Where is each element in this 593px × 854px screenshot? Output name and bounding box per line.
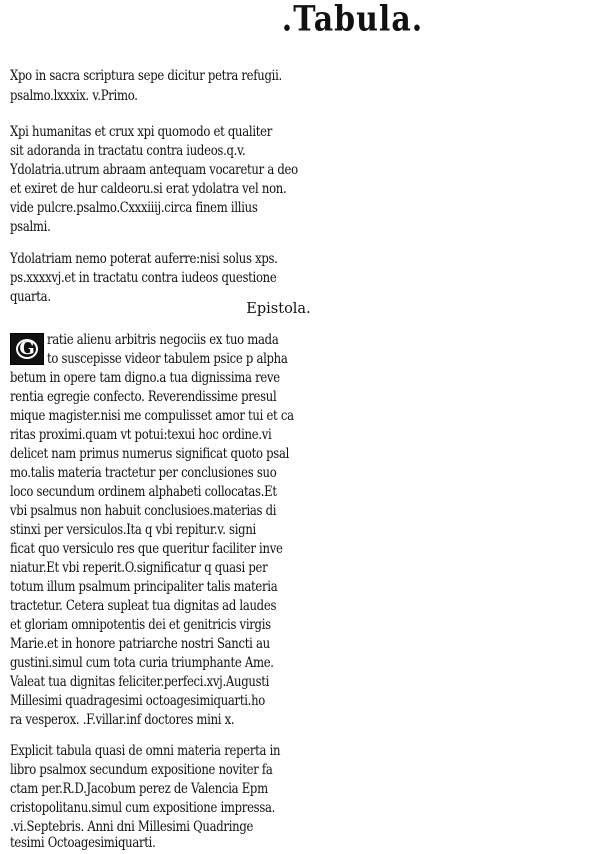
decorated-initial [10,333,44,365]
text-line: vbi psalmus non habuit conclusioes.materias di [10,503,277,519]
text-line: mo.talis materia tractetur per conclusiones suo [10,465,277,481]
text-line: psalmi. [10,219,51,235]
text-line: .vi.Septebris. Anni dni Millesimi Quadringe [10,819,254,835]
text-line: tractetur. Cetera supleat tua dignitas ad laudes [10,598,277,614]
text-line: psalmo.lxxxix. v.Primo. [10,88,138,104]
text-line: gustini.simul cum tota curia triumphante Ame. [10,655,274,671]
text-line: Ydolatria.utrum abraam antequam vocaretur a deo [10,162,298,178]
text-line: ps.xxxxvj.et in tractatu contra iudeos questione [10,270,277,286]
text-line: Marie.et in honore patriarche nostri Sancti au [10,636,270,652]
text-line: mique magister.nisi me compulisset amor tui et ca [10,408,294,424]
text-line: Ydolatriam nemo poterat auferre:nisi solus xps. [10,251,278,267]
text-line: Valeat tua dignitas feliciter.perfeci.xvj.Augusti [10,674,270,690]
text-line: ritas proximi.quam vt potui:texui hoc ordine.vi [10,427,272,443]
text-line: ra vesperox. .F.villar.inf doctores mini x. [10,712,235,728]
text-line: ctam per.R.D.Jacobum perez de Valencia Epm [10,781,268,797]
section-heading: Epistola. [246,301,311,317]
page-title: .Tabula. [281,0,424,40]
text-line: rentia egregie confecto. Reverendissime presul [10,389,277,405]
text-line: vide pulcre.psalmo.Cxxxiiij.circa finem illius [10,200,258,216]
text-line: loco secundum ordinem alphabeti collocatas.Et [10,484,277,500]
text-line: Xpi humanitas et crux xpi quomodo et qualiter [10,124,273,140]
text-line: Explicit tabula quasi de omni materia reperta in [10,743,281,759]
text-line: stinxi per versiculos.Ita q vbi repitur.v. signi [10,522,256,538]
text-line: libro psalmox secundum expositione noviter fa [10,762,273,778]
initial-letter: G [19,338,35,359]
text-line: ratie alienu arbitris negociis ex tuo mada [47,332,279,348]
text-line: Xpo in sacra scriptura sepe dicitur petra refugii. [10,68,282,84]
text-line: tesimi Octoagesimiquarti. [10,835,156,851]
text-line: et exiret de hur caldeoru.si erat ydolatra vel non. [10,181,287,197]
text-line: quarta. [10,289,51,305]
text-line: ficat quo versiculo res que queritur faciliter inve [10,541,283,557]
text-line: cristopolitanu.simul cum expositione impressa. [10,800,276,816]
text-line: totum illum psalmum principaliter talis materia [10,579,278,595]
text-line: betum in opere tam digno.a tua dignissima reve [10,370,280,386]
text-line: Millesimi quadragesimi octoagesimiquarti.ho [10,693,265,709]
text-line: sit adoranda in tractatu contra iudeos.q.v. [10,143,246,159]
text-line: delicet nam primus numerus significat quoto psal [10,446,290,462]
text-line: et gloriam omnipotentis dei et genitricis virgis [10,617,271,633]
text-line: niatur.Et vbi reperit.O.significatur q quasi per [10,560,268,576]
text-line: to suscepisse videor tabulem psice p alpha [47,351,288,367]
